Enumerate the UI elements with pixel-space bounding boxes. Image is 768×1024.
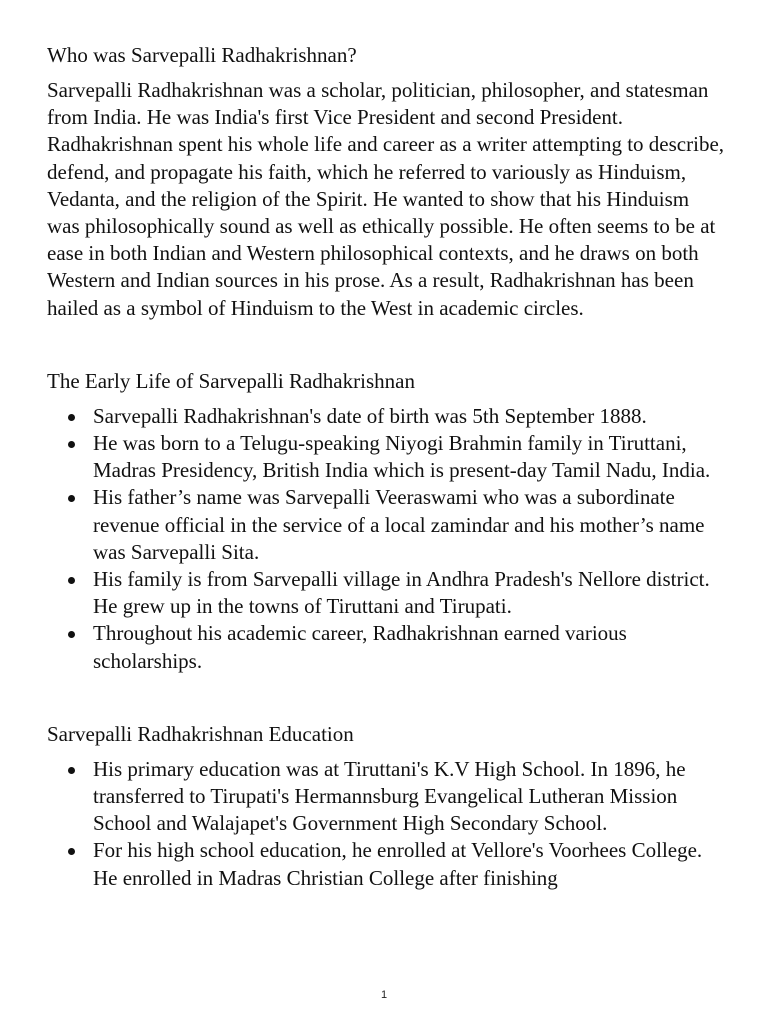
list-item-text: His primary education was at Tiruttani's K.V High School. In 1896, he transferred to Tirupati's Hermannsburg Evangelical Lutheran Mission School and Walajapet's Government High Secondary School.: [93, 756, 686, 836]
list-item: [47, 620, 725, 674]
education-list: [47, 756, 725, 892]
list-item: [47, 837, 725, 891]
bullet-icon: [68, 495, 75, 502]
list-item-text: His family is from Sarvepalli village in Andhra Pradesh's Nellore district. He grew up in the towns of Tiruttani and Tirupati.: [93, 567, 710, 619]
bullet-icon: [68, 441, 75, 448]
list-item: [47, 484, 725, 566]
document-title: Who was Sarvepalli Radhakrishnan?: [47, 43, 357, 67]
document-page: [47, 42, 725, 892]
bullet-icon: [68, 577, 75, 584]
bullet-icon: [68, 631, 75, 638]
list-item-text: For his high school education, he enrolled at Vellore's Voorhees College. He enrolled in Madras Christian College after finishing: [93, 838, 703, 890]
list-item-text: Throughout his academic career, Radhakrishnan earned various scholarships.: [93, 621, 627, 673]
bullet-icon: [68, 414, 75, 421]
education-heading: Sarvepalli Radhakrishnan Education: [47, 721, 354, 746]
list-item-text: Sarvepalli Radhakrishnan's date of birth was 5th September 1888.: [93, 403, 647, 428]
list-item: [47, 403, 725, 430]
bullet-icon: [68, 848, 75, 855]
list-item: [47, 756, 725, 838]
page-number: 1: [380, 989, 388, 1001]
intro-paragraph: Sarvepalli Radhakrishnan was a scholar, politician, philosopher, and statesman from India. He was India's first Vice President and second President. Radhakrishnan spent his whole life and career as a writer attempting to describe, defend, and propagate his faith, which he referred to variously as Hinduism, Vedanta, and the religion of the Spirit. He wanted to show that his Hinduism was philosophically sound as well as ethically possible. He often seems to be at ease in both Indian and Western philosophical contexts, and he draws on both Western and Indian sources in his prose. As a result, Radhakrishnan has been hailed as a symbol of Hinduism to the West in academic circles.: [47, 78, 725, 320]
list-item: [47, 566, 725, 620]
list-item-text: His father’s name was Sarvepalli Veeraswami who was a subordinate revenue official in the service of a local zamindar and his mother’s name was Sarvepalli Sita.: [93, 485, 705, 564]
bullet-icon: [68, 767, 75, 774]
list-item: [47, 430, 725, 484]
list-item-text: He was born to a Telugu-speaking Niyogi Brahmin family in Tiruttani, Madras Presidency, British India which is present-day Tamil Nadu, India.: [93, 431, 711, 483]
early-life-list: [47, 403, 725, 675]
early-life-heading: The Early Life of Sarvepalli Radhakrishnan: [47, 368, 415, 393]
